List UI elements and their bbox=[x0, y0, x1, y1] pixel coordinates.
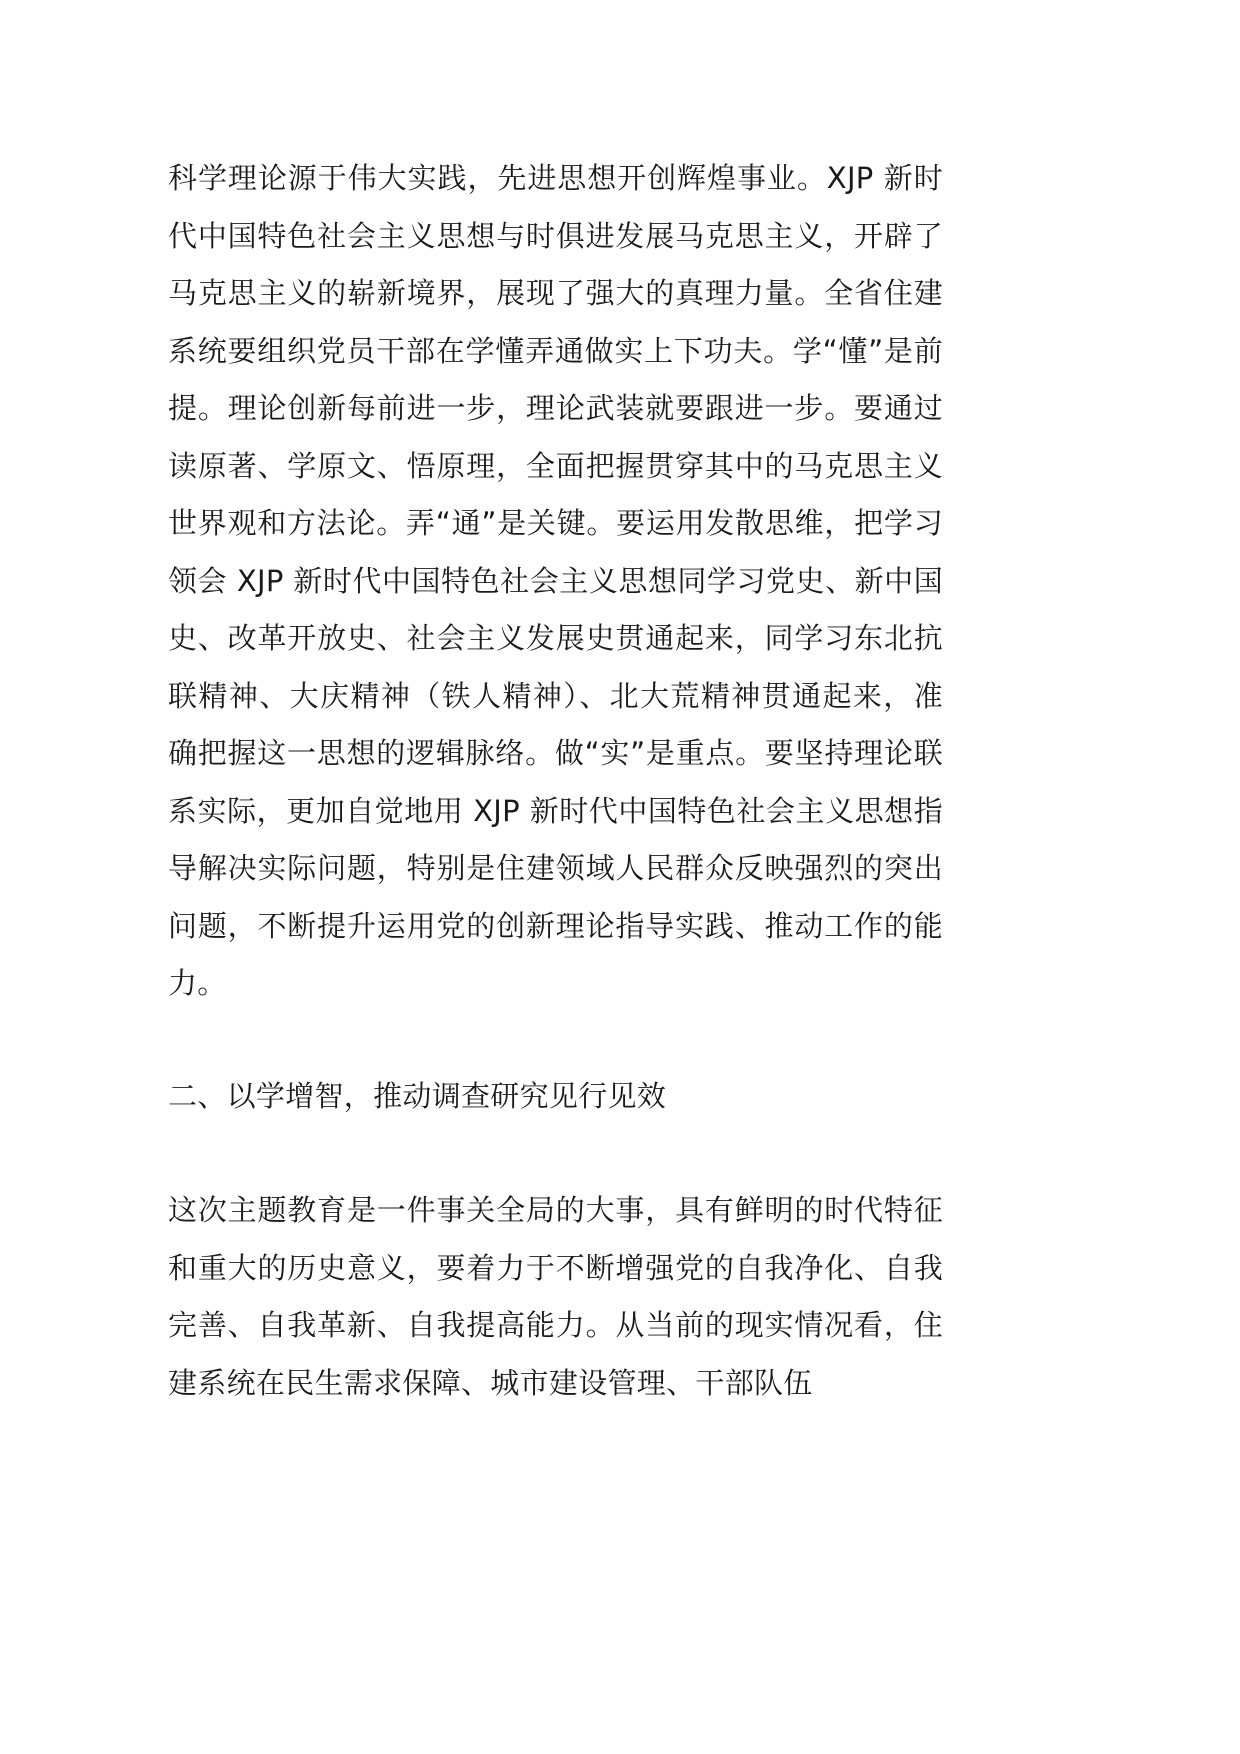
body-paragraph-theme-education: 这次主题教育是一件事关全局的大事，具有鲜明的时代特征和重大的历史意义，要着力于不断增强党的自我净化、自我完善、自我革新、自我提高能力。从当前的现实情况看，住建系统在民生需求保障、城市建设管理、干部队伍 bbox=[168, 1193, 943, 1400]
section-heading-investigation: 二、以学增智，推动调查研究见行见效 bbox=[168, 1078, 667, 1113]
document-body bbox=[168, 150, 943, 1412]
body-paragraph-theory-study: 科学理论源于伟大实践，先进思想开创辉煌事业。XJP 新时代中国特色社会主义思想与时俱进发展马克思主义，开辟了马克思主义的崭新境界，展现了强大的真理力量。全省住建系统要组织党员干部在学懂弄通做实上下功夫。学“懂”是前提。理论创新每前进一步，理论武装就要跟进一步。要通过读原著、学原文、悟原理，全面把握贯穿其中的马克思主义世界观和方法论。弄“通”是关键。要运用发散思维，把学习领会 XJP 新时代中国特色社会主义思想同学习党史、新中国史、改革开放史、社会主义发展史贯通起来，同学习东北抗联精神、大庆精神（铁人精神）、北大荒精神贯通起来，准确把握这一思想的逻辑脉络。做“实”是重点。要坚持理论联系实际，更加自觉地用 XJP 新时代中国特色社会主义思想指导解决实际问题，特别是住建领域人民群众反映强烈的突出问题，不断提升运用党的创新理论指导实践、推动工作的能力。 bbox=[168, 161, 943, 1000]
